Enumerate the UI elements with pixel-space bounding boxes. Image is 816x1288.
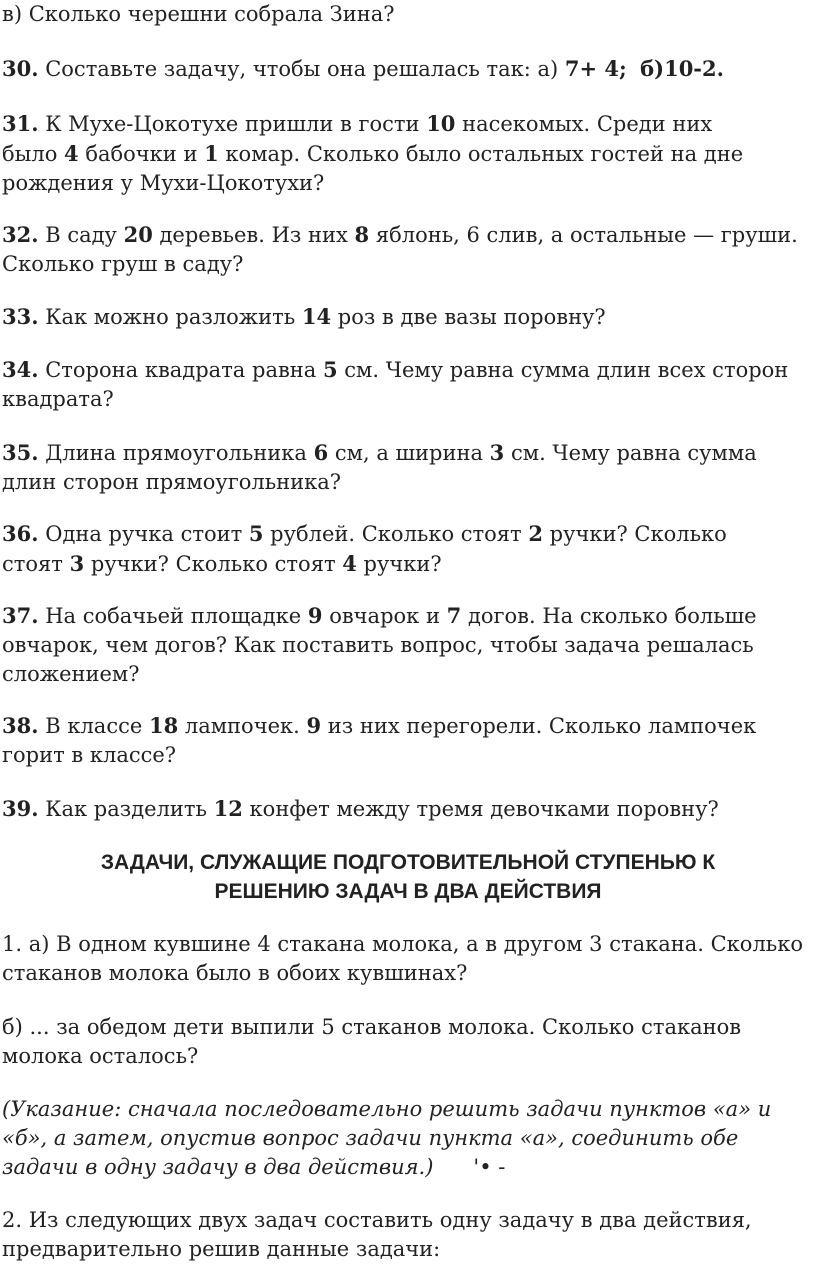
problem-30-number: 30. <box>2 56 39 81</box>
problem-35 <box>2 438 814 497</box>
problem-32-line-1 <box>2 223 798 247</box>
problem-33-value-1: 14 <box>301 304 332 329</box>
note-line-2: «б», а затем, опустив вопрос задачи пункта «а», соединить обе <box>2 1126 739 1150</box>
problem-34-value-1: 5 <box>322 357 338 382</box>
problem-37-line-1 <box>2 604 757 628</box>
problem-36-line-1 <box>2 522 727 546</box>
problem-37-value-2: 7 <box>446 603 462 628</box>
problem-35-text-c: см. Чему равна сумма <box>504 441 757 465</box>
task-1-part-b <box>2 1013 814 1071</box>
problem-36-value-2: 2 <box>528 521 543 546</box>
problem-38-text-b: лампочек. <box>178 714 307 738</box>
problem-38-line-2: горит в классе? <box>2 743 177 767</box>
problem-31-text-b: насекомых. Среди них <box>455 112 713 136</box>
problem-34-line-2: квадрата? <box>2 387 114 411</box>
problem-39-text-b: конфет между тремя девочками поровну? <box>242 797 719 821</box>
problem-37-text-a: На собачьей площадке <box>38 604 308 628</box>
note-line-3-text: задачи в одну задачу в два действия.) <box>2 1155 434 1179</box>
problem-31-text-c: было <box>2 142 65 166</box>
problem-35-line-2: длин сторон прямоугольника? <box>2 470 342 494</box>
problem-32-number: 32. <box>2 222 39 247</box>
problem-35-number: 35. <box>2 440 39 465</box>
problem-36-line-2 <box>2 552 442 576</box>
problem-37-text-b: овчарок и <box>322 604 447 628</box>
problem-31-line-3: рождения у Мухи-Цокотухи? <box>2 171 325 195</box>
problem-31 <box>2 109 814 198</box>
problem-35-value-2: 3 <box>489 440 505 465</box>
task-1b-line-2: молока осталось? <box>2 1044 199 1068</box>
problem-39-text-a: Как разделить <box>38 797 214 821</box>
problem-35-text-a: Длина прямоугольника <box>38 441 314 465</box>
problem-31-value-2: 4 <box>64 141 79 166</box>
problem-31-number: 31. <box>2 111 39 136</box>
problem-31-text-a: К Мухе-Цокотухе пришли в гости <box>38 112 427 136</box>
problem-36-value-3: 3 <box>69 551 85 576</box>
problem-39-number: 39. <box>2 796 39 821</box>
problem-31-value-3: 1 <box>204 141 219 166</box>
problem-34-text-b: см. Чему равна сумма длин всех сторон <box>337 358 789 382</box>
problem-37-number: 37. <box>2 603 39 628</box>
task-1a-line-1: 1. а) В одном кувшине 4 стакана молока, а в другом 3 стакана. Сколько <box>2 932 803 956</box>
note-line-3 <box>2 1155 505 1179</box>
problem-38-line-1 <box>2 714 756 738</box>
problem-35-line-1 <box>2 441 757 465</box>
task-1b-line-1: б) ... за обедом дети выпили 5 стаканов молока. Сколько стаканов <box>2 1015 742 1039</box>
problem-37-text-c: догов. На сколько больше <box>461 604 757 628</box>
problem-33-text-b: роз в две вазы поровну? <box>331 305 606 329</box>
problem-36-text-d: стоят <box>2 552 70 576</box>
problem-30-expr-b: б)10-2. <box>640 56 724 81</box>
problem-31-value-1: 10 <box>426 111 456 136</box>
problem-36-value-1: 5 <box>248 521 264 546</box>
problem-34-line-1 <box>2 358 788 382</box>
problem-35-text-b: см, а ширина <box>328 441 490 465</box>
problem-38-text-a: В классе <box>38 714 149 738</box>
problem-34-text-a: Сторона квадрата равна <box>38 358 323 382</box>
problem-31-line-1 <box>2 112 712 136</box>
problem-31-line-2 <box>2 142 743 166</box>
problem-33-number: 33. <box>2 304 39 329</box>
section-heading-line-2: РЕШЕНИЮ ЗАДАЧ В ДВА ДЕЙСТВИЯ <box>214 880 602 903</box>
task-2 <box>2 1206 814 1264</box>
problem-38 <box>2 711 814 770</box>
problem-37-line-2: овчарок, чем догов? Как поставить вопрос, чтобы задача решалась <box>2 633 754 657</box>
problem-32-text-c: яблонь, 6 слив, а остальные — груши. <box>369 223 798 247</box>
task-2-line-2: предварительно решив данные задачи: <box>2 1237 441 1261</box>
note-line-1: (Указание: сначала последовательно решить задачи пунктов «а» и <box>2 1097 772 1121</box>
problem-32-text-b: деревьев. Из них <box>152 223 355 247</box>
problem-39 <box>2 794 814 824</box>
problem-30 <box>2 54 814 84</box>
task-2-line-1: 2. Из следующих двух задач составить одну задачу в два действия, <box>2 1208 752 1232</box>
problem-36-text-f: ручки? <box>356 552 442 576</box>
problem-39-value-1: 12 <box>213 796 243 821</box>
problem-36 <box>2 519 814 579</box>
problem-31-text-e: комар. Сколько было остальных гостей на дне <box>218 142 744 166</box>
problem-31-text-d: бабочки и <box>78 142 205 166</box>
problem-36-number: 36. <box>2 521 39 546</box>
problem-37-line-3: сложением? <box>2 662 140 686</box>
problem-38-text-c: из них перегорели. Сколько лампочек <box>321 714 757 738</box>
problem-36-text-a: Одна ручка стоит <box>38 522 249 546</box>
problem-38-number: 38. <box>2 713 39 738</box>
problem-37-value-1: 9 <box>307 603 323 628</box>
section-heading-line-1: ЗАДАЧИ, СЛУЖАЩИЕ ПОДГОТОВИТЕЛЬНОЙ СТУПЕНЬЮ К <box>100 851 716 874</box>
problem-35-value-1: 6 <box>313 440 329 465</box>
problem-36-text-c: ручки? Сколько <box>542 522 727 546</box>
problem-32-text-a: В саду <box>38 223 124 247</box>
problem-36-text-e: ручки? Сколько стоят <box>84 552 343 576</box>
task-1a-line-2: стаканов молока было в обоих кувшинах? <box>2 961 468 985</box>
problem-34-number: 34. <box>2 357 39 382</box>
problem-33 <box>2 302 814 332</box>
problem-29-part-c <box>2 0 814 29</box>
problem-37 <box>2 601 814 689</box>
problem-36-text-b: рублей. Сколько стоят <box>263 522 529 546</box>
task-1-part-a <box>2 930 814 988</box>
problem-32-value-1: 20 <box>123 222 153 247</box>
note-line-3-marks: '• - <box>473 1155 506 1179</box>
instruction-note <box>2 1095 814 1182</box>
problem-38-value-1: 18 <box>148 713 179 738</box>
problem-32 <box>2 220 814 279</box>
problem-30-expr-a: 7+ 4; <box>564 56 627 81</box>
problem-32-value-2: 8 <box>354 222 370 247</box>
problem-38-value-2: 9 <box>306 713 322 738</box>
problem-29c-text: в) Сколько черешни собрала Зина? <box>2 2 395 26</box>
problem-36-value-4: 4 <box>342 551 357 576</box>
problem-30-text: Составьте задачу, чтобы она решалась так: а) <box>38 57 565 81</box>
problem-33-text-a: Как можно разложить <box>38 305 302 329</box>
problem-34 <box>2 355 814 414</box>
problem-32-line-2: Сколько груш в саду? <box>2 252 244 276</box>
